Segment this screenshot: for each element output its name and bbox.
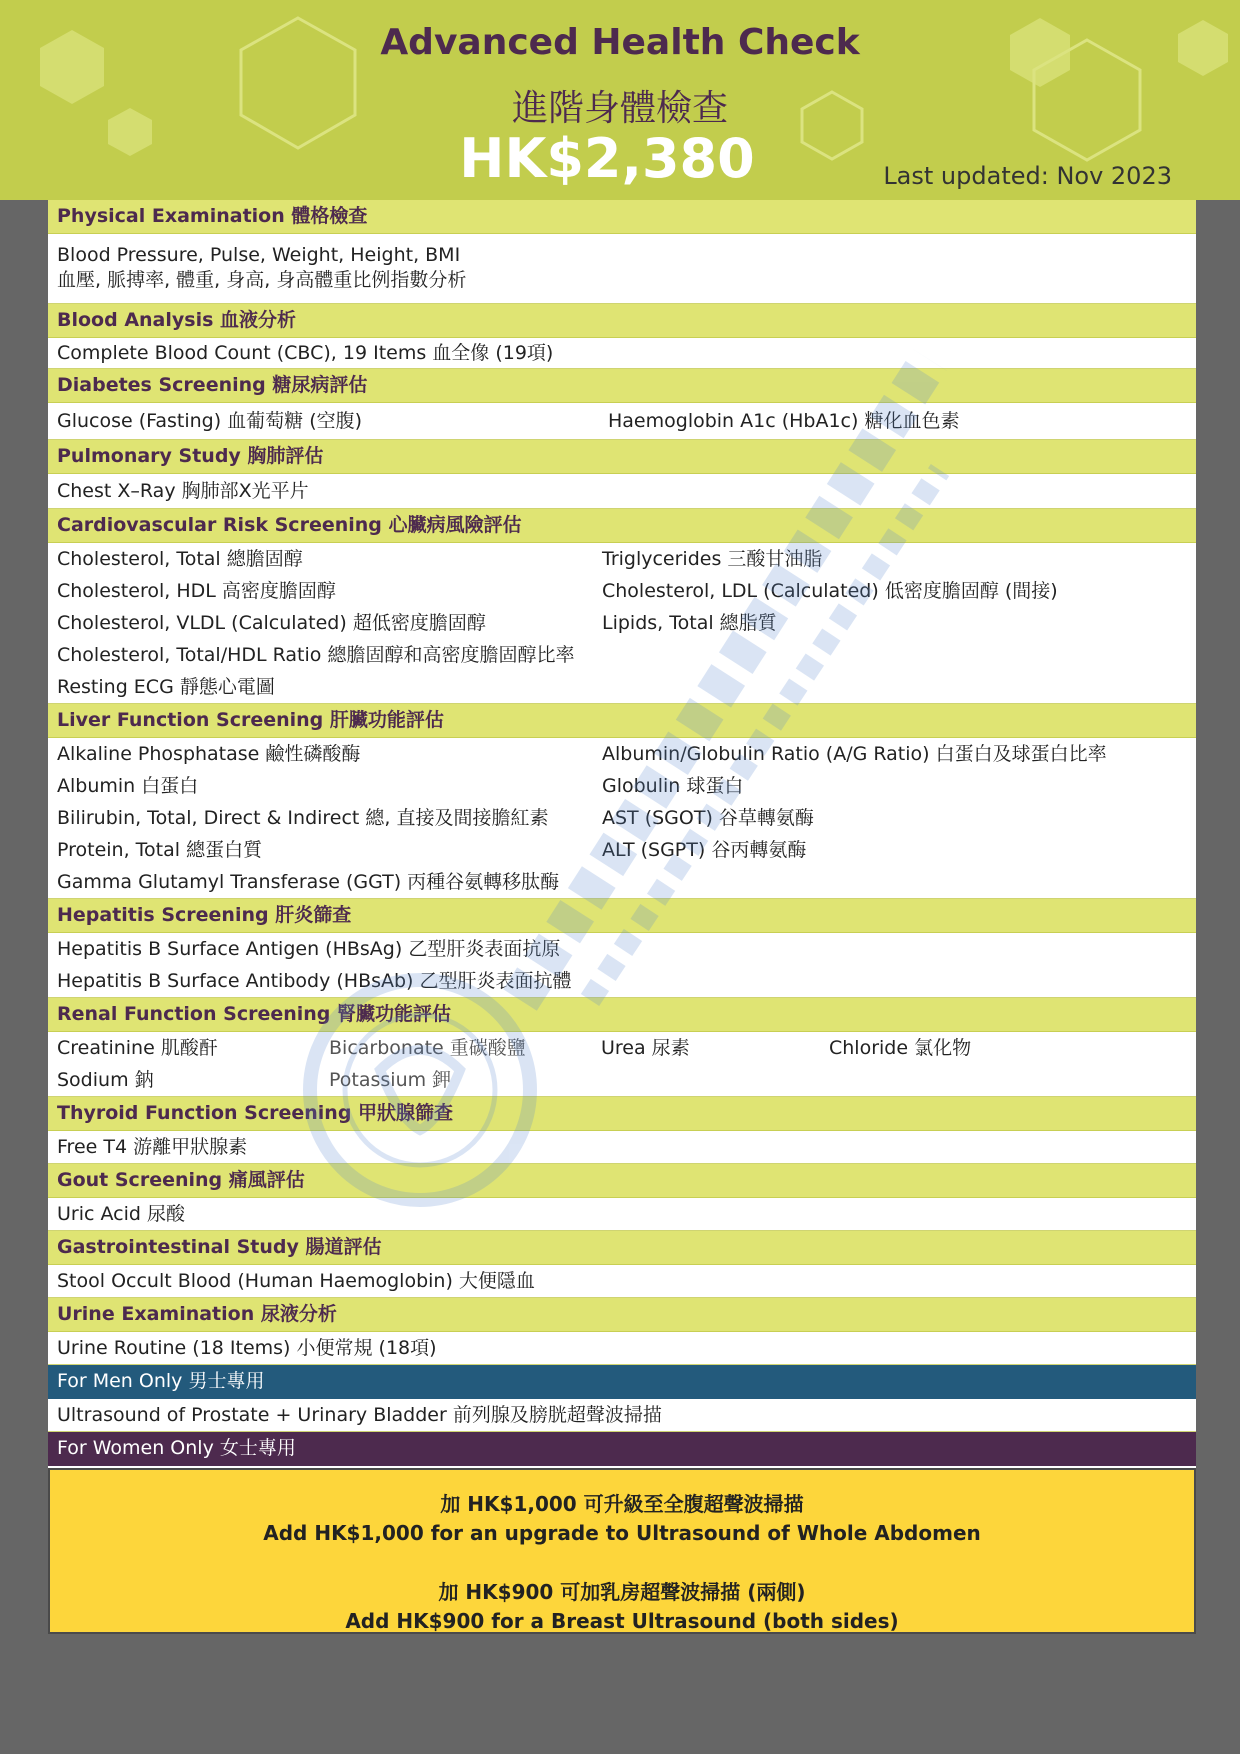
item-text: Hepatitis B Surface Antigen (HBsAg) 乙型肝炎表面抗原: [57, 938, 561, 960]
list-item: [57, 738, 1196, 770]
list-item: [57, 1332, 1196, 1364]
item-text: Triglycerides 三酸甘油脂: [602, 548, 823, 570]
item-text: Cholesterol, Total 總膽固醇: [57, 548, 303, 570]
item-text: Globulin 球蛋白: [602, 775, 744, 797]
list-item: [57, 268, 1196, 293]
section-header: Urine Examination 尿液分析: [48, 1298, 1196, 1332]
item-text: Albumin 白蛋白: [57, 775, 199, 797]
item-text: Sodium 鈉: [57, 1069, 154, 1091]
section-body: [48, 543, 1196, 704]
item-text: Albumin/Globulin Ratio (A/G Ratio) 白蛋白及球蛋白比率: [602, 743, 1107, 765]
section-body: [48, 403, 1196, 440]
list-item: [57, 866, 1196, 898]
section-body: [48, 1032, 1196, 1097]
list-item: [57, 474, 1196, 508]
section-header: Blood Analysis 血液分析: [48, 304, 1196, 338]
section-body: [48, 338, 1196, 369]
item-text: Blood Pressure, Pulse, Weight, Height, BMI: [57, 244, 461, 266]
list-item: [57, 770, 1196, 802]
section-header: Liver Function Screening 肝臟功能評估: [48, 704, 1196, 738]
section-header: Thyroid Function Screening 甲狀腺篩查: [48, 1097, 1196, 1131]
list-item: [57, 243, 1196, 268]
item-text: ALT (SGPT) 谷丙轉氨酶: [602, 839, 807, 861]
upgrade-abdomen-en: Add HK$1,000 for an upgrade to Ultrasound of Whole Abdomen: [263, 1521, 981, 1545]
upgrade-breast-en: Add HK$900 for a Breast Ultrasound (both sides): [345, 1609, 899, 1633]
item-text: Cholesterol, HDL 高密度膽固醇: [57, 580, 336, 602]
item-text: Glucose (Fasting) 血葡萄糖 (空腹): [57, 410, 363, 432]
list-item: [57, 1032, 1196, 1064]
item-text: Resting ECG 靜態心電圖: [57, 676, 275, 698]
item-text: Cholesterol, Total/HDL Ratio 總膽固醇和高密度膽固醇比率: [57, 644, 575, 666]
list-item: [57, 1064, 1196, 1096]
upgrade-breast-zh: 加 HK$900 可加乳房超聲波掃描 (兩側): [438, 1580, 806, 1604]
section-body: [48, 1332, 1196, 1365]
list-item: [57, 543, 1196, 575]
section-body: [48, 1198, 1196, 1231]
item-text: Potassium 鉀: [329, 1069, 452, 1091]
last-updated: Last updated: Nov 2023: [883, 162, 1172, 190]
section-header: Gout Screening 痛風評估: [48, 1164, 1196, 1198]
item-text: Lipids, Total 總脂質: [602, 612, 777, 634]
list-item: [57, 1399, 1196, 1431]
list-item: [57, 639, 1196, 671]
list-item: [57, 802, 1196, 834]
men-only-body: [48, 1399, 1196, 1432]
section-body: [48, 474, 1196, 509]
item-text: Bilirubin, Total, Direct & Indirect 總, 直接及間接膽紅素: [57, 807, 549, 829]
item-text: Bicarbonate 重碳酸鹽: [329, 1037, 526, 1059]
list-item: [57, 1131, 1196, 1163]
item-text: Cholesterol, VLDL (Calculated) 超低密度膽固醇: [57, 612, 486, 634]
check-items-table: [48, 200, 1196, 1503]
item-text: Alkaline Phosphatase 鹼性磷酸酶: [57, 743, 361, 765]
women-only-header: For Women Only 女士專用: [48, 1432, 1196, 1466]
section-body: [48, 738, 1196, 899]
item-text: Urea 尿素: [601, 1037, 690, 1059]
item-text: Complete Blood Count (CBC), 19 Items 血全像 (19項): [57, 342, 554, 364]
section-header: Renal Function Screening 腎臟功能評估: [48, 998, 1196, 1032]
package-price: HK$2,380: [459, 127, 755, 190]
section-body: [48, 933, 1196, 998]
item-text: Hepatitis B Surface Antibody (HBsAb) 乙型肝炎表面抗體: [57, 970, 572, 992]
list-item: [57, 575, 1196, 607]
section-header: Physical Examination 體格檢查: [48, 200, 1196, 234]
item-text: Stool Occult Blood (Human Haemoglobin) 大便隱血: [57, 1270, 535, 1292]
page-title-chinese: 進階身體檢查: [511, 88, 728, 129]
list-item: [57, 834, 1196, 866]
men-only-header: For Men Only 男士專用: [48, 1365, 1196, 1399]
section-header: Pulmonary Study 胸肺評估: [48, 440, 1196, 474]
item-text: Gamma Glutamyl Transferase (GGT) 丙種谷氨轉移肽酶: [57, 871, 560, 893]
list-item: [57, 1265, 1196, 1297]
section-body: [48, 234, 1196, 304]
item-text: Chest X–Ray 胸肺部X光平片: [57, 480, 309, 502]
section-header: Diabetes Screening 糖尿病評估: [48, 369, 1196, 403]
list-item: [57, 403, 1196, 439]
list-item: [57, 965, 1196, 997]
item-text: Urine Routine (18 Items) 小便常規 (18項): [57, 1337, 437, 1359]
section-body: [48, 1131, 1196, 1164]
list-item: [57, 1198, 1196, 1230]
section-header: Gastrointestinal Study 腸道評估: [48, 1231, 1196, 1265]
item-text: Haemoglobin A1c (HbA1c) 糖化血色素: [608, 410, 960, 432]
section-header: Cardiovascular Risk Screening 心臟病風險評估: [48, 509, 1196, 543]
page-title: Advanced Health Check: [380, 22, 860, 63]
item-text: AST (SGOT) 谷草轉氨酶: [602, 807, 814, 829]
list-item: [57, 607, 1196, 639]
upgrade-options-box: [48, 1468, 1196, 1634]
list-item: [57, 933, 1196, 965]
upgrade-abdomen-zh: 加 HK$1,000 可升級至全腹超聲波掃描: [440, 1492, 804, 1516]
item-text: 血壓, 脈搏率, 體重, 身高, 身高體重比例指數分析: [57, 269, 467, 291]
item-text: Uric Acid 尿酸: [57, 1203, 185, 1225]
item-text: Protein, Total 總蛋白質: [57, 839, 263, 861]
header: [0, 0, 1240, 200]
section-body: [48, 1265, 1196, 1298]
item-text: Ultrasound of Prostate + Urinary Bladder 前列腺及膀胱超聲波掃描: [57, 1404, 662, 1426]
list-item: [57, 671, 1196, 703]
item-text: Free T4 游離甲狀腺素: [57, 1136, 248, 1158]
item-text: Cholesterol, LDL (Calculated) 低密度膽固醇 (間接): [602, 580, 1058, 602]
section-header: Hepatitis Screening 肝炎篩查: [48, 899, 1196, 933]
list-item: [57, 338, 1196, 368]
item-text: Creatinine 肌酸酐: [57, 1037, 218, 1059]
item-text: Chloride 氯化物: [829, 1037, 972, 1059]
